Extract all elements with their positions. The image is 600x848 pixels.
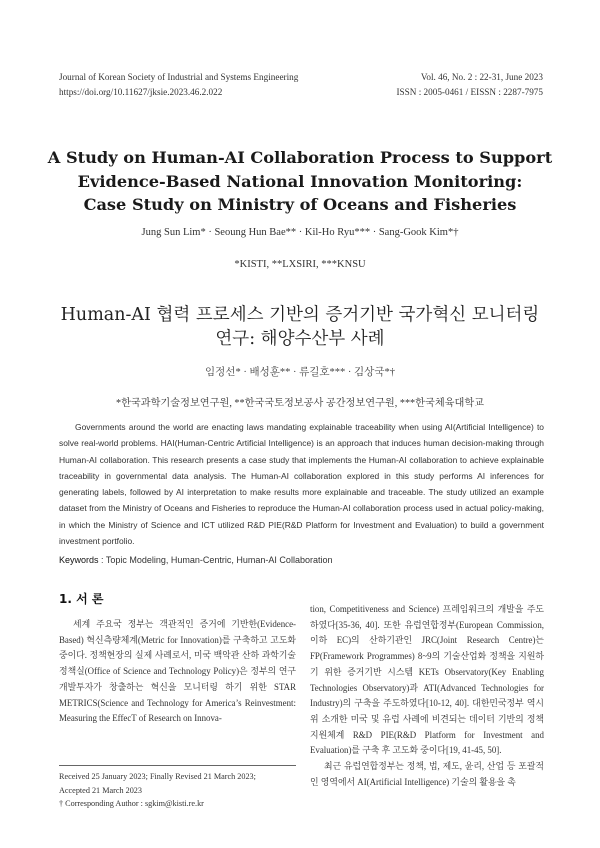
issn-info: ISSN : 2005-0461 / EISSN : 2287-7975: [396, 86, 543, 97]
received-date: Received 25 January 2023; Finally Revised 21 March 2023;: [59, 772, 256, 781]
paper-title-ko: [40, 303, 560, 351]
accepted-date: Accepted 21 March 2023: [59, 785, 142, 795]
intro-paragraph: tion, Competitiveness and Science) 프레임워크의 개발을 주도하였다[35-36, 40]. 또한 유럽연합정부(European Commission, 이하 EC)의 산하기관인 JRC(Joint Research Centre)는 FP(Framework Programmes) 8~9의 기술산업화 정책을 지원하기 위한 증거기반 시스템 KETs Observatory(Key Enabling Technologies Observatory)과 ATI(Advanced Technologies for Industry)의 구축을 주도하였다[10-12, 40]. 대한민국정부 역시 위 소개한 미국 및 유럽 사례에 비견되는 데이터 기반의 정책지원체계 R&D PIE(R&D Platform for Investment and Evaluation)를 구축 후 고도화 중이다[19, 41-45, 50].: [310, 604, 544, 756]
title-en-line: A Study on Human-AI Collaboration Process to Support: [47, 148, 553, 167]
header-left: [59, 70, 298, 99]
keywords-text: : Topic Modeling, Human-Centric, Human-AI Collaboration: [101, 555, 333, 565]
title-ko-line: 연구: 해양수산부 사례: [215, 329, 385, 349]
journal-name: Journal of Korean Society of Industrial and Systems Engineering: [59, 72, 299, 82]
title-en-line: Case Study on Ministry of Oceans and Fisheries: [83, 195, 517, 214]
intro-right-column: [310, 602, 544, 790]
affiliations-ko: *한국과학기술정보연구원, **한국국토정보공사 공간정보연구원, ***한국체육대학교: [115, 398, 485, 409]
footnotes: [59, 770, 296, 811]
authors-ko: 임정선* · 배성훈** · 류길호*** · 김상국*†: [205, 367, 395, 378]
intro-paragraph: 최근 유럽연합정부는 정책, 법, 제도, 윤리, 산업 등 포괄적인 영역에서 AI(Artificial Intelligence) 기술의 활용을 촉: [310, 761, 544, 787]
keywords: [59, 555, 332, 565]
abstract: Governments around the world are enacting laws mandating explainable traceability when using AI(Artificial Intelligence) to solve real-world problems. HAI(Human-Centric Artificial Intelligence) is an approach that induces human decision-making through Human-AI collaboration. This research presents a case study that implements the Human-AI collaboration to achieve explainable traceability in governmental data analysis. The Human-AI collaboration explored in this study performs AI inferences for generating labels, followed by AI interpretation to make results more explainable and traceable. The study utilized an example dataset from the Ministry of Oceans and Fisheries to reproduce the Human-AI collaboration process used in actual policy-making, in which the Ministry of Science and ICT utilized R&D PIE(R&D Platform for Investment and Evaluation) to build a government investment portfolio.: [59, 422, 544, 547]
paper-title-en: [40, 146, 560, 217]
affiliations-en: *KISTI, **LXSIRI, ***KNSU: [234, 259, 366, 270]
keywords-label: Keywords: [59, 555, 99, 565]
title-en-line: Evidence-Based National Innovation Monitoring:: [77, 171, 523, 191]
title-ko-line: Human-AI 협력 프로세스 기반의 증거기반 국가혁신 모니터링: [60, 305, 540, 325]
intro-left-column: 세계 주요국 정부는 객관적인 증거에 기반한(Evidence-Based) 혁신측량체계(Metric for Innovation)를 구축하고 고도화 중이다. 정책현장의 실제 사례로서, 미국 백악관 산하 과학기술정책실(Office of Science and Technology Policy)은 정부의 연구개발투자가 창출하는 혁신을 모니터링 하기 위한 STAR METRICS(Science and Technology for America’s Reinvestment: Measuring the EffecT of Research on Innova-: [59, 619, 296, 724]
authors-en: Jung Sun Lim* · Seoung Hun Bae** · Kil-Ho Ryu*** · Sang-Gook Kim*†: [141, 227, 459, 238]
volume-info: Vol. 46, No. 2 : 22-31, June 2023: [420, 72, 543, 82]
section-heading: 1. 서 론: [59, 592, 104, 606]
corresponding-author: † Corresponding Author : sgkim@kisti.re.kr: [59, 799, 204, 809]
footnote-rule: [59, 765, 296, 766]
header-right: [397, 70, 544, 99]
doi-link[interactable]: https://doi.org/10.11627/jksie.2023.46.2.022: [59, 86, 223, 97]
